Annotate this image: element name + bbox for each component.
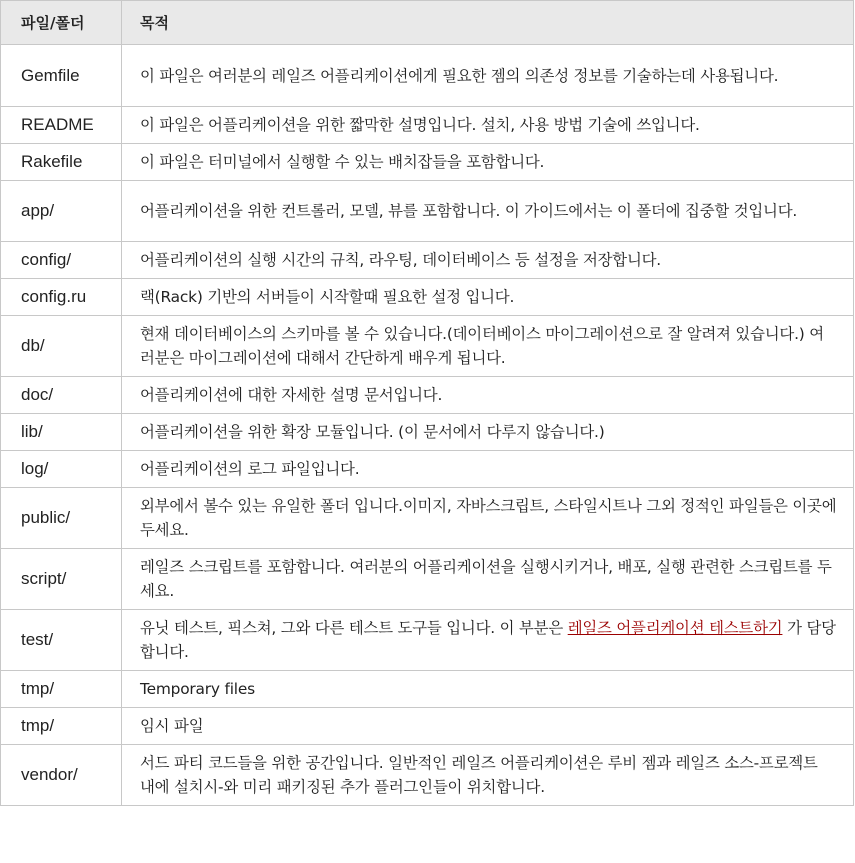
table-row [1, 377, 854, 414]
table-row [1, 144, 854, 181]
row-name: tmp/ [1, 708, 122, 745]
row-description [122, 610, 854, 671]
row-description: 랙(Rack) 기반의 서버들이 시작할때 필요한 설정 입니다. [122, 279, 854, 316]
table-row [1, 181, 854, 242]
row-description: Temporary files [122, 671, 854, 708]
row-description: 이 파일은 여러분의 레일즈 어플리케이션에게 필요한 젬의 의존성 정보를 기술하는데 사용됩니다. [122, 45, 854, 107]
row-description: 서드 파티 코드들을 위한 공간입니다. 일반적인 레일즈 어플리케이션은 루비 젬과 레일즈 소스-프로젝트 내에 설치시-와 미리 패키징된 추가 플러그인들이 위치합니다. [122, 745, 854, 806]
row-name: tmp/ [1, 671, 122, 708]
row-description: 어플리케이션을 위한 컨트롤러, 모델, 뷰를 포함합니다. 이 가이드에서는 이 폴더에 집중할 것입니다. [122, 181, 854, 242]
table-row [1, 242, 854, 279]
table-row [1, 279, 854, 316]
row-name: config/ [1, 242, 122, 279]
desc-text-after: 가 담당합니다. [140, 619, 836, 661]
row-name: test/ [1, 610, 122, 671]
row-description: 임시 파일 [122, 708, 854, 745]
table-row [1, 414, 854, 451]
table-row [1, 610, 854, 671]
table-row [1, 316, 854, 377]
row-description: 어플리케이션에 대한 자세한 설명 문서입니다. [122, 377, 854, 414]
row-description: 어플리케이션을 위한 확장 모듈입니다. (이 문서에서 다루지 않습니다.) [122, 414, 854, 451]
row-name: db/ [1, 316, 122, 377]
table-row [1, 745, 854, 806]
table-row [1, 107, 854, 144]
row-name: Gemfile [1, 45, 122, 107]
header-purpose: 목적 [122, 1, 854, 45]
table-row [1, 45, 854, 107]
table-row [1, 708, 854, 745]
table-row [1, 671, 854, 708]
row-description: 레일즈 스크립트를 포함합니다. 여러분의 어플리케이션을 실행시키거나, 배포, 실행 관련한 스크립트를 두세요. [122, 549, 854, 610]
row-description: 이 파일은 어플리케이션을 위한 짧막한 설명입니다. 설치, 사용 방법 기술에 쓰입니다. [122, 107, 854, 144]
header-row [1, 1, 854, 45]
header-file-folder: 파일/폴더 [1, 1, 122, 45]
row-name: vendor/ [1, 745, 122, 806]
row-name: doc/ [1, 377, 122, 414]
row-description: 어플리케이션의 실행 시간의 규칙, 라우팅, 데이터베이스 등 설정을 저장합니다. [122, 242, 854, 279]
row-name: script/ [1, 549, 122, 610]
table-header [1, 1, 854, 45]
row-name: app/ [1, 181, 122, 242]
table-row [1, 451, 854, 488]
row-name: README [1, 107, 122, 144]
table-row [1, 488, 854, 549]
row-name: config.ru [1, 279, 122, 316]
row-name: Rakefile [1, 144, 122, 181]
table-row [1, 549, 854, 610]
row-description: 현재 데이터베이스의 스키마를 볼 수 있습니다.(데이터베이스 마이그레이션으로 잘 알려져 있습니다.) 여러분은 마이그레이션에 대해서 간단하게 배우게 됩니다. [122, 316, 854, 377]
testing-guide-link[interactable]: 레일즈 어플리케이션 테스트하기 [567, 619, 783, 637]
row-name: lib/ [1, 414, 122, 451]
row-description: 이 파일은 터미널에서 실행할 수 있는 배치잡들을 포함합니다. [122, 144, 854, 181]
row-description: 어플리케이션의 로그 파일입니다. [122, 451, 854, 488]
row-name: public/ [1, 488, 122, 549]
row-description: 외부에서 볼수 있는 유일한 폴더 입니다.이미지, 자바스크립트, 스타일시트나 그외 정적인 파일들은 이곳에 두세요. [122, 488, 854, 549]
row-name: log/ [1, 451, 122, 488]
desc-text-before: 유닛 테스트, 픽스쳐, 그와 다른 테스트 도구들 입니다. 이 부분은 [140, 619, 568, 637]
